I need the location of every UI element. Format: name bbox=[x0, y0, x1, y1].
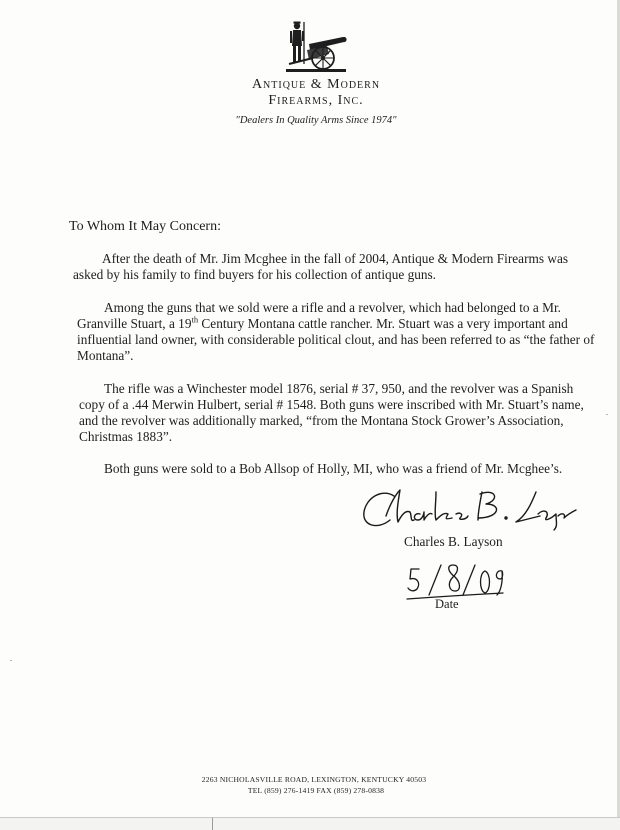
paragraph-1-line: asked by his family to find buyers for his collection of antique guns. bbox=[73, 267, 437, 282]
paragraph-1-line: After the death of Mr. Jim Mcghee in the fall of 2004, Antique & Modern Firearms was bbox=[102, 251, 569, 266]
paper-speck bbox=[10, 660, 12, 661]
paragraph-3-line: Christmas 1883”. bbox=[79, 429, 173, 444]
paragraph-3-line: copy of a .44 Merwin Hulbert, serial # 1548. Both guns were inscribed with Mr. Stuart’s name, bbox=[79, 397, 584, 412]
handwritten-signature bbox=[360, 486, 580, 534]
ordinal-suffix: th bbox=[191, 314, 199, 325]
salutation: To Whom It May Concern: bbox=[69, 219, 221, 234]
paragraph-2-line bbox=[77, 316, 594, 332]
company-name-line1: Antique & Modern bbox=[251, 77, 381, 92]
paragraph-4: Both guns were sold to a Bob Allsop of Holly, MI, who was a friend of Mr. Mcghee’s. bbox=[104, 461, 563, 476]
cannon-with-soldier-icon bbox=[283, 20, 349, 74]
paragraph-1 bbox=[73, 251, 568, 283]
footer-contact: TEL (859) 276-1419 FAX (859) 278-0838 bbox=[247, 786, 385, 795]
paragraph-3-line: and the revolver was additionally marked, “from the Montana Stock Grower’s Association, bbox=[79, 413, 564, 428]
paragraph-3-line: The rifle was a Winchester model 1876, serial # 37, 950, and the revolver was a Spanish bbox=[104, 381, 574, 396]
paragraph-2-line: influential land owner, with considerable political clout, and has been referred to as “the father of bbox=[77, 332, 595, 347]
scan-edge-bottom bbox=[0, 817, 620, 830]
paragraph-2-line: Montana”. bbox=[77, 348, 134, 363]
footer-address: 2263 NICHOLASVILLE ROAD, LEXINGTON, KENTUCKY 40503 bbox=[201, 775, 427, 784]
date-label: Date bbox=[435, 597, 459, 611]
scan-edge-mark bbox=[212, 818, 213, 830]
paragraph-2-line: Among the guns that we sold were a rifle and a revolver, which had belonged to a Mr. bbox=[104, 300, 561, 315]
company-name-line2: Firearms, Inc. bbox=[268, 93, 364, 108]
paragraph-2-text: Granville Stuart, a 19 bbox=[77, 316, 192, 331]
paragraph-2 bbox=[77, 300, 594, 364]
paragraph-2-text: Century Montana cattle rancher. Mr. Stuart was a very important and bbox=[198, 316, 568, 331]
signer-name: Charles B. Layson bbox=[404, 534, 503, 549]
company-tagline: "Dealers In Quality Arms Since 1974" bbox=[235, 115, 397, 126]
paper-speck bbox=[606, 414, 608, 415]
paragraph-3 bbox=[79, 381, 584, 445]
